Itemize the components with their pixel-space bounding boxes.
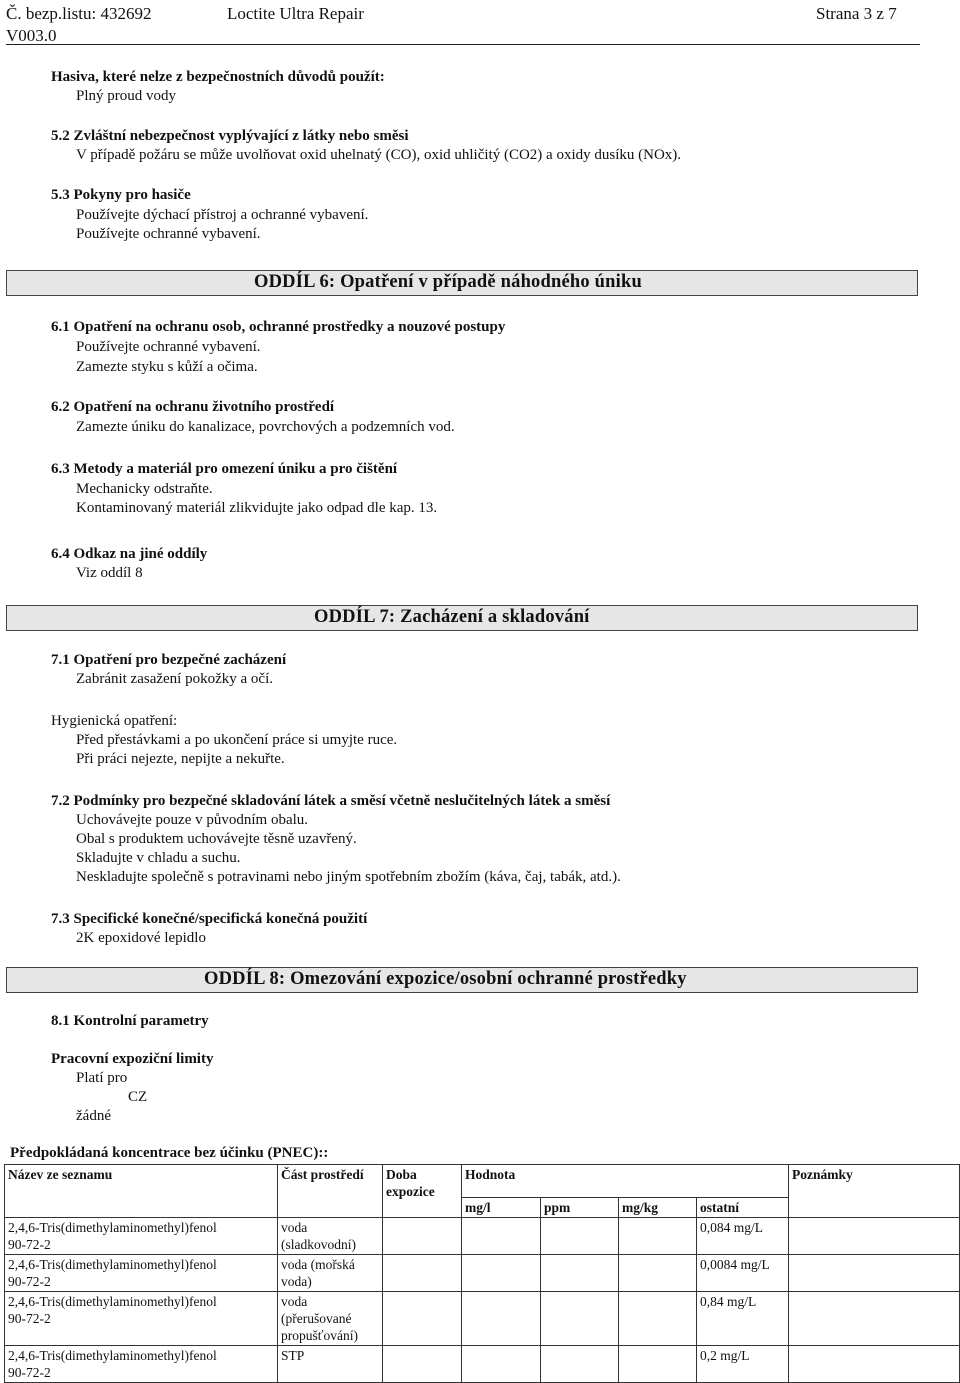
table-row xyxy=(5,1218,960,1255)
valid-for-label: Platí pro xyxy=(76,1070,128,1086)
cell-mgkg xyxy=(619,1218,697,1255)
sheet-number: Č. bezp.listu: 432692 xyxy=(6,4,152,23)
cell-compartment: voda (mořská voda) xyxy=(278,1255,383,1292)
pnec-title: Předpokládaná koncentrace bez účinku (PNEC):: xyxy=(10,1145,329,1161)
table-header-row xyxy=(5,1165,960,1198)
heading-6-4: 6.4 Odkaz na jiné oddíly xyxy=(51,546,208,562)
cell-compartment: voda (přerušované propušťování) xyxy=(278,1292,383,1346)
cell-exposure xyxy=(383,1255,462,1292)
heading-6-2: 6.2 Opatření na ochranu životního prostředí xyxy=(51,399,335,415)
text-6-1-b: Zamezte styku s kůží a očima. xyxy=(76,359,258,375)
table-row xyxy=(5,1255,960,1292)
cell-ppm xyxy=(541,1255,619,1292)
cell-mgl xyxy=(462,1292,541,1346)
cell-compartment: STP xyxy=(278,1346,383,1383)
hygiene-text-b: Při práci nejezte, nepijte a nekuřte. xyxy=(76,751,285,767)
heading-7-1: 7.1 Opatření pro bezpečné zacházení xyxy=(51,652,287,668)
version: V003.0 xyxy=(6,26,57,45)
limits-none: žádné xyxy=(76,1108,111,1124)
heading-5-3: 5.3 Pokyny pro hasiče xyxy=(51,187,191,203)
heading-6-1: 6.1 Opatření na ochranu osob, ochranné prostředky a nouzové postupy xyxy=(51,319,506,335)
cell-name xyxy=(5,1255,278,1292)
heading-7-2: 7.2 Podmínky pro bezpečné skladování látek a směsí včetně neslučitelných látek a směsí xyxy=(51,793,611,809)
unsuitable-extinguishing-text: Plný proud vody xyxy=(76,88,177,104)
cell-ppm xyxy=(541,1218,619,1255)
cell-name xyxy=(5,1346,278,1383)
substance-name: 2,4,6-Tris(dimethylaminomethyl)fenol xyxy=(8,1294,217,1309)
product-name: Loctite Ultra Repair xyxy=(227,4,364,23)
text-6-2: Zamezte úniku do kanalizace, povrchových a podzemních vod. xyxy=(76,419,455,435)
col-header-exposure: Doba expozice xyxy=(383,1165,462,1218)
heading-7-3: 7.3 Specifické konečné/specifická konečná použití xyxy=(51,911,368,927)
unsuitable-extinguishing-title: Hasiva, které nelze z bezpečnostních důvodů použít: xyxy=(51,69,385,85)
heading-6-3: 6.3 Metody a materiál pro omezení úniku a pro čištění xyxy=(51,461,398,477)
cell-remarks xyxy=(789,1218,960,1255)
text-5-2: V případě požáru se může uvolňovat oxid uhelnatý (CO), oxid uhličitý (CO2) a oxidy dusíku (NOx). xyxy=(76,147,682,163)
col-header-compartment: Část prostředí xyxy=(278,1165,383,1218)
text-5-3-b: Používejte ochranné vybavení. xyxy=(76,226,261,242)
text-6-3-b: Kontaminovaný materiál zlikvidujte jako odpad dle kap. 13. xyxy=(76,500,438,516)
text-6-4: Viz oddíl 8 xyxy=(76,565,143,581)
cell-name xyxy=(5,1292,278,1346)
country-code: CZ xyxy=(128,1089,148,1105)
col-header-ppm: ppm xyxy=(541,1198,619,1218)
section-7-title: ODDÍL 7: Zacházení a skladování xyxy=(314,607,590,627)
cell-exposure xyxy=(383,1292,462,1346)
cell-mgkg xyxy=(619,1346,697,1383)
cell-other: 0,0084 mg/L xyxy=(697,1255,789,1292)
hygiene-text-a: Před přestávkami a po ukončení práce si umyjte ruce. xyxy=(76,732,398,748)
substance-name: 2,4,6-Tris(dimethylaminomethyl)fenol xyxy=(8,1257,217,1272)
cell-ppm xyxy=(541,1346,619,1383)
text-7-2-b: Obal s produktem uchovávejte těsně uzavřený. xyxy=(76,831,357,847)
section-8-title: ODDÍL 8: Omezování expozice/osobní ochranné prostředky xyxy=(204,969,687,989)
col-header-other: ostatní xyxy=(697,1198,789,1218)
cas-number: 90-72-2 xyxy=(8,1365,51,1380)
col-header-name: Název ze seznamu xyxy=(5,1165,278,1218)
section-6-title: ODDÍL 6: Opatření v případě náhodného úniku xyxy=(254,272,642,292)
col-header-mgl: mg/l xyxy=(462,1198,541,1218)
text-6-3-a: Mechanicky odstraňte. xyxy=(76,481,213,497)
cell-other: 0,84 mg/L xyxy=(697,1292,789,1346)
substance-name: 2,4,6-Tris(dimethylaminomethyl)fenol xyxy=(8,1348,217,1363)
cell-compartment: voda (sladkovodní) xyxy=(278,1218,383,1255)
page-number: Strana 3 z 7 xyxy=(816,4,897,23)
text-7-2-c: Skladujte v chladu a suchu. xyxy=(76,850,241,866)
text-6-1-a: Používejte ochranné vybavení. xyxy=(76,339,261,355)
text-7-1: Zabránit zasažení pokožky a očí. xyxy=(76,671,273,687)
cell-name xyxy=(5,1218,278,1255)
cell-mgkg xyxy=(619,1255,697,1292)
exposure-limits-title: Pracovní expoziční limity xyxy=(51,1051,214,1067)
pnec-table xyxy=(4,1164,960,1383)
substance-name: 2,4,6-Tris(dimethylaminomethyl)fenol xyxy=(8,1220,217,1235)
table-row xyxy=(5,1346,960,1383)
cell-exposure xyxy=(383,1346,462,1383)
cell-mgl xyxy=(462,1218,541,1255)
text-7-2-a: Uchovávejte pouze v původním obalu. xyxy=(76,812,309,828)
cell-exposure xyxy=(383,1218,462,1255)
hygiene-label: Hygienická opatření: xyxy=(51,713,178,729)
cell-other: 0,084 mg/L xyxy=(697,1218,789,1255)
col-header-mgkg: mg/kg xyxy=(619,1198,697,1218)
col-header-value: Hodnota xyxy=(462,1165,789,1198)
text-5-3-a: Používejte dýchací přístroj a ochranné vybavení. xyxy=(76,207,369,223)
col-header-remarks: Poznámky xyxy=(789,1165,960,1218)
heading-8-1: 8.1 Kontrolní parametry xyxy=(51,1013,209,1029)
text-7-2-d: Neskladujte společně s potravinami nebo jiným spotřebním zbožím (káva, čaj, tabák, atd.). xyxy=(76,869,621,885)
cell-mgkg xyxy=(619,1292,697,1346)
cell-other: 0,2 mg/L xyxy=(697,1346,789,1383)
cas-number: 90-72-2 xyxy=(8,1274,51,1289)
cell-ppm xyxy=(541,1292,619,1346)
cas-number: 90-72-2 xyxy=(8,1311,51,1326)
table-row xyxy=(5,1292,960,1346)
cell-mgl xyxy=(462,1346,541,1383)
cell-mgl xyxy=(462,1255,541,1292)
heading-5-2: 5.2 Zvláštní nebezpečnost vyplývající z látky nebo směsi xyxy=(51,128,409,144)
cas-number: 90-72-2 xyxy=(8,1237,51,1252)
cell-remarks xyxy=(789,1346,960,1383)
text-7-3: 2K epoxidové lepidlo xyxy=(76,930,206,946)
cell-remarks xyxy=(789,1255,960,1292)
cell-remarks xyxy=(789,1292,960,1346)
header-rule xyxy=(6,44,920,45)
